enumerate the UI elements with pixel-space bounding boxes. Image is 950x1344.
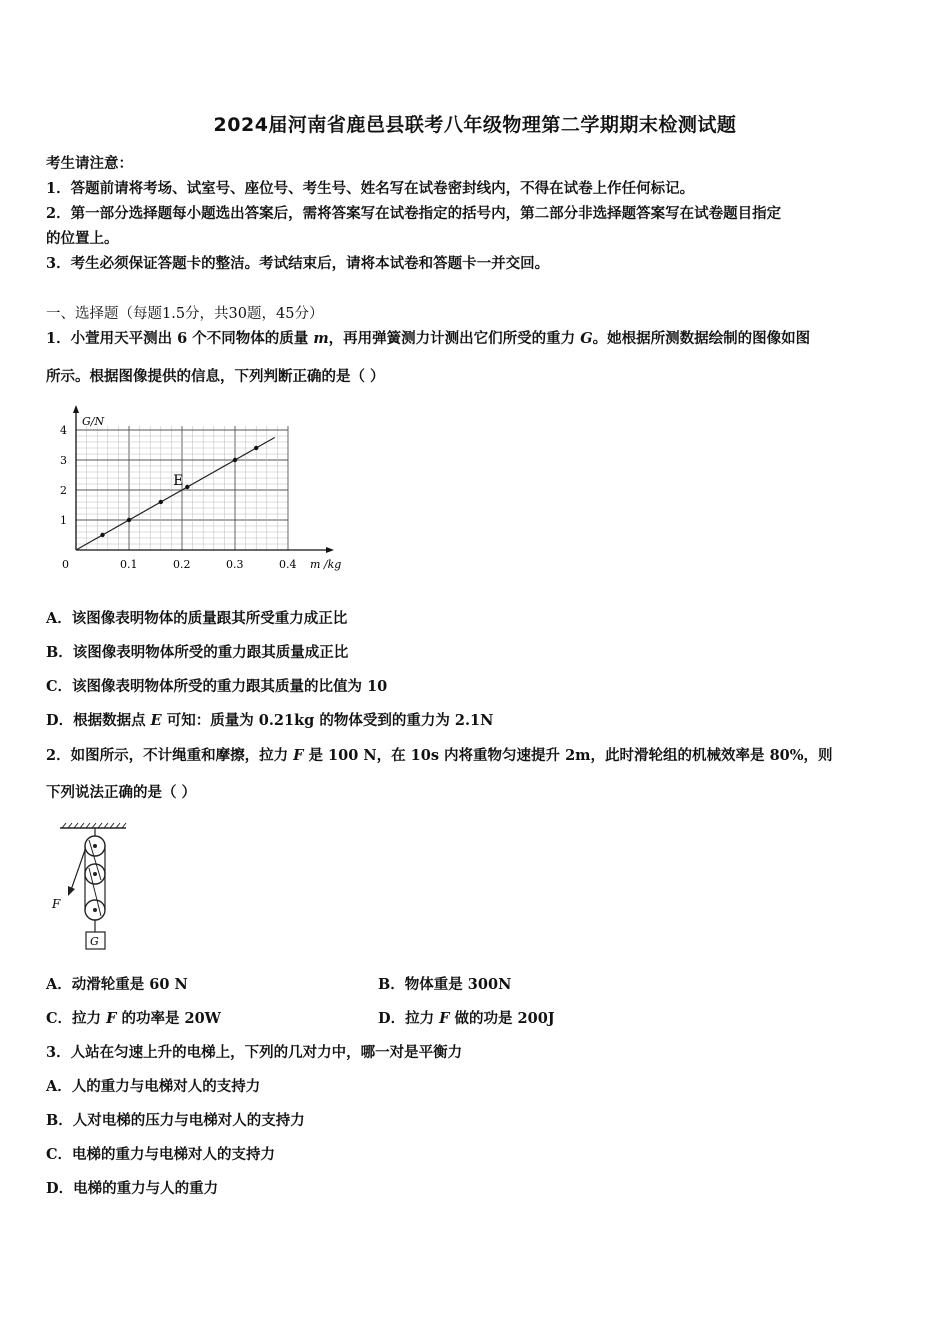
notice-item-2-cont: 的位置上。 xyxy=(46,230,119,247)
notice-heading: 考生请注意： xyxy=(46,155,133,172)
chart-marks xyxy=(76,438,275,551)
data-point-label: E xyxy=(173,473,184,489)
movable-pulley-upper xyxy=(85,864,105,884)
q1-option-c: C．该图像表明物体所受的重力跟其质量的比值为 10 xyxy=(46,678,388,695)
q2-stem-f: F xyxy=(293,747,304,764)
x-tick-label: 0.4 xyxy=(279,558,297,571)
q2-stem-a: 2．如图所示，不计绳重和摩擦，拉力 xyxy=(46,747,294,764)
q1-stem-c: 。她根据所测数据绘制的图像如图 xyxy=(592,330,811,347)
origin-label: 0 xyxy=(62,558,69,571)
movable-pulley-lower xyxy=(85,900,105,920)
q2-stem-line1 xyxy=(46,744,833,765)
q2-option-d-a: D．拉力 xyxy=(378,1010,440,1027)
q1-stem-m: m xyxy=(313,330,329,347)
q1-option-d-a: D．根据数据点 xyxy=(46,712,151,729)
q2-stem-line2: 下列说法正确的是（ ） xyxy=(46,784,197,801)
q1-chart xyxy=(46,405,366,585)
data-point xyxy=(233,458,237,462)
q1-option-d-b: 可知：质量为 0.21kg 的物体受到的重力为 2.1N xyxy=(161,712,494,729)
q2-option-c-b: 的功率是 20W xyxy=(116,1010,221,1027)
y-tick-label: 3 xyxy=(60,454,67,467)
q2-option-c-a: C．拉力 xyxy=(46,1010,107,1027)
data-point xyxy=(100,533,104,537)
x-tick-label: 0.1 xyxy=(120,558,138,571)
fixed-pulley xyxy=(85,836,105,856)
weight-label: G xyxy=(90,935,99,948)
x-tick-label: 0.3 xyxy=(226,558,244,571)
q2-option-b: B．物体重是 300N xyxy=(378,976,512,993)
ceiling xyxy=(60,823,126,828)
q3-stem: 3．人站在匀速上升的电梯上，下列的几对力中，哪一对是平衡力 xyxy=(46,1044,463,1061)
notice-item-3: 3．考生必须保证答题卡的整洁。考试结束后，请将本试卷和答题卡一并交回。 xyxy=(46,255,550,272)
q2-stem-b: 是 100 N，在 10s 内将重物匀速提升 2m，此时滑轮组的机械效率是 80%，则 xyxy=(303,747,833,764)
q1-stem-line2: 所示。根据图像提供的信息，下列判断正确的是（ ） xyxy=(46,368,385,385)
notice-item-2: 2．第一部分选择题每小题选出答案后，需将答案写在试卷指定的括号内，第二部分非选择题答案写在试卷题目指定 xyxy=(46,205,782,222)
page-title: 2024届河南省鹿邑县联考八年级物理第二学期期末检测试题 xyxy=(213,114,737,136)
force-label: F xyxy=(52,897,61,911)
x-axis-arrow xyxy=(326,547,334,553)
q2-option-d-b: 做的功是 200J xyxy=(449,1010,555,1027)
q2-option-d xyxy=(378,1007,555,1028)
chart-axes xyxy=(73,405,334,553)
fit-line xyxy=(76,438,275,551)
q1-stem-a: 1．小萱用天平测出 6 个不同物体的质量 xyxy=(46,330,314,347)
data-point xyxy=(159,500,163,504)
q2-option-c-f: F xyxy=(106,1010,117,1027)
pull-rope-arrow xyxy=(68,850,85,896)
x-tick-label: 0.2 xyxy=(173,558,191,571)
q1-option-a: A．该图像表明物体的质量跟其所受重力成正比 xyxy=(46,610,348,627)
q3-option-d: D．电梯的重力与人的重力 xyxy=(46,1180,219,1197)
y-tick-label: 4 xyxy=(60,424,67,437)
data-point xyxy=(127,518,131,522)
data-point xyxy=(185,485,189,489)
data-point xyxy=(254,446,258,450)
q1-stem-b: ，再用弹簧测力计测出它们所受的重力 xyxy=(328,330,581,347)
y-tick-label: 1 xyxy=(60,514,67,527)
q3-option-c: C．电梯的重力与电梯对人的支持力 xyxy=(46,1146,276,1163)
notice-item-1: 1．答题前请将考场、试室号、座位号、考生号、姓名写在试卷密封线内，不得在试卷上作任何标记。 xyxy=(46,180,695,197)
q1-stem-g: G xyxy=(580,330,593,347)
q1-option-d-e: E xyxy=(150,712,162,729)
section-heading: 一、选择题（每题1.5分，共30题，45分） xyxy=(46,306,324,322)
q2-option-d-f: F xyxy=(439,1010,450,1027)
q3-option-b: B．人对电梯的压力与电梯对人的支持力 xyxy=(46,1112,305,1129)
chart-labels xyxy=(60,415,341,571)
x-axis-label: m /kg xyxy=(310,558,342,571)
y-tick-label: 2 xyxy=(60,484,67,497)
y-axis-label: G/N xyxy=(82,415,105,428)
q2-option-c xyxy=(46,1007,221,1028)
y-axis-arrow xyxy=(73,405,79,413)
q1-option-d xyxy=(46,709,493,730)
q2-pulley-figure xyxy=(46,820,146,955)
q1-stem-line1 xyxy=(46,327,810,348)
q1-option-b: B．该图像表明物体所受的重力跟其质量成正比 xyxy=(46,644,349,661)
q3-option-a: A．人的重力与电梯对人的支持力 xyxy=(46,1078,261,1095)
q2-option-a: A．动滑轮重是 60 N xyxy=(46,976,188,993)
